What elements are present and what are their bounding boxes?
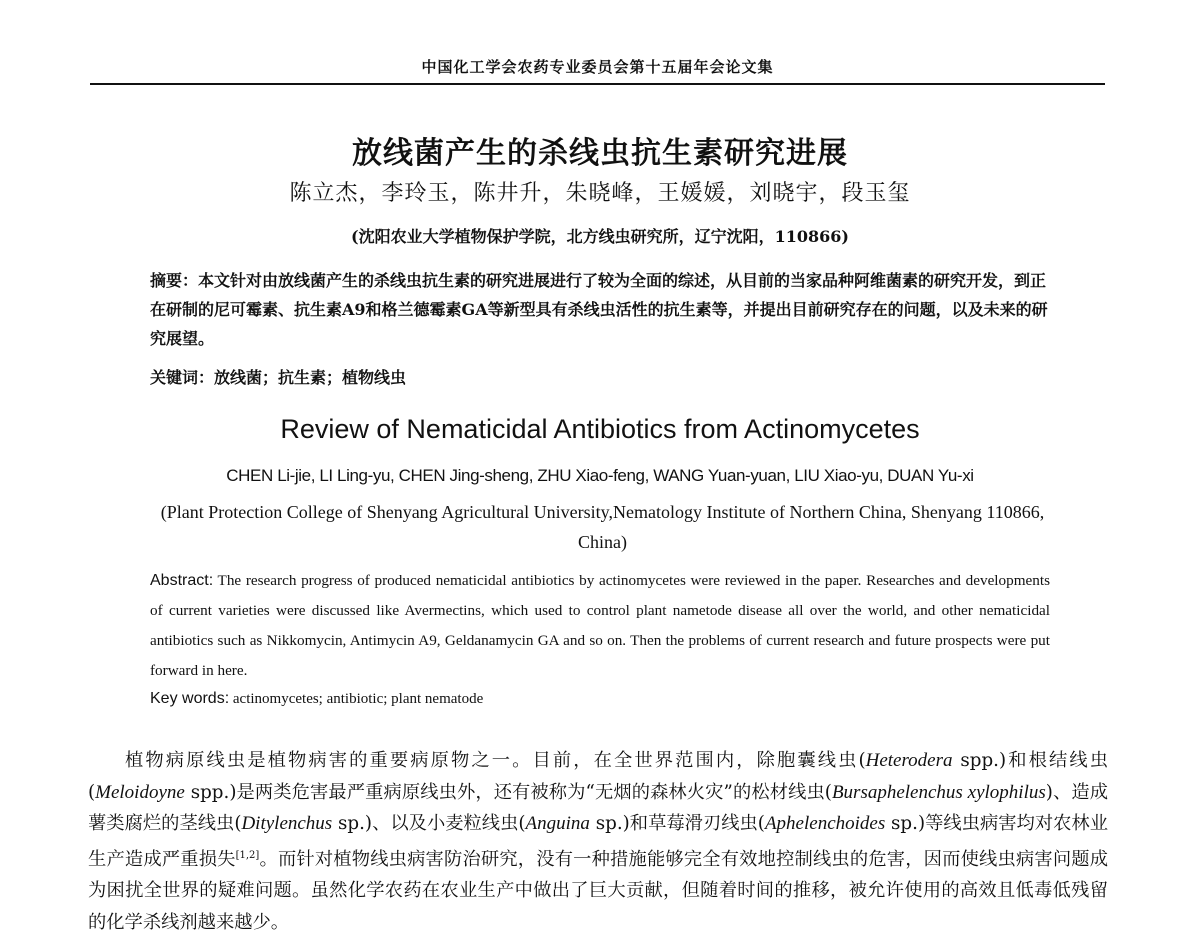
english-abstract	[150, 566, 1050, 686]
english-keywords-text: actinomycetes; antibiotic; plant nematode	[232, 691, 484, 707]
chinese-title: 放线菌产生的杀线虫抗生素研究进展	[352, 136, 848, 171]
body-text-segment: )、造成薯类腐烂的茎线虫(	[88, 781, 1109, 834]
taxon-name: Aphelenchoides	[764, 813, 886, 834]
body-text-segment: sp.)和草莓滑刃线虫(	[589, 813, 765, 834]
english-abstract-label: Abstract:	[150, 572, 214, 589]
english-keywords	[150, 690, 1050, 708]
english-title: Review of Nematicidal Antibiotics from Actinomycetes	[280, 414, 920, 444]
taxon-name: Meloidoyne	[95, 781, 185, 803]
chinese-abstract-text: 本文针对由放线菌产生的杀线虫抗生素的研究进展进行了较为全面的综述，从目前的当家品种阿维菌素的研究开发，到正在研制的尼可霉素、抗生素A9和格兰德霉素GA等新型具有杀线虫活性的抗生素等，并提出目前研究存在的问题，以及未来的研究展望。	[150, 271, 1048, 348]
citation-ref: [1,2]	[235, 849, 260, 861]
chinese-abstract-label: 摘要：	[150, 271, 199, 290]
chinese-authors: 陈立杰，李玲玉，陈井升，朱晓峰，王媛媛，刘晓宇，段玉玺	[289, 181, 911, 206]
english-keywords-label: Key words:	[150, 690, 230, 707]
taxon-name: Anguina	[525, 813, 590, 834]
chinese-affiliation: (沈阳农业大学植物保护学院，北方线虫研究所，辽宁沈阳，110866)	[351, 227, 849, 246]
body-text-segment: sp.)、以及小麦粒线虫(	[332, 813, 526, 834]
chinese-abstract	[150, 266, 1055, 353]
body-text-segment: 。而针对植物线虫病害防治研究，没有一种措施能够完全有效地控制线虫的危害，因而使线虫病害问题成为困扰全世界的疑难问题。虽然化学农药在农业生产中做出了巨大贡献，但随着时间的推移，被允许使用的高效且低毒低残留的化学杀线剂越来越少。	[88, 848, 1109, 933]
body-paragraph	[88, 745, 1108, 938]
running-header: 中国化工学会农药专业委员会第十五届年会论文集	[421, 58, 774, 76]
body-text-segment: sp.)等线虫病害均对农林业生产造成严重损失	[88, 813, 1108, 870]
taxon-name: Bursaphelenchus xylophilus	[831, 781, 1046, 803]
header-rule	[90, 83, 1105, 85]
body-text-segment: 植物病原线虫是植物病害的重要病原物之一。目前，在全世界范围内，除胞囊线虫(	[125, 750, 866, 771]
english-affiliation: (Plant Protection College of Shenyang Agricultural University,Nematology Institute of Northern China, Shenyang 110866, China)	[160, 502, 1045, 552]
chinese-keywords-label: 关键词：	[150, 368, 215, 387]
taxon-name: Heterodera	[865, 750, 953, 771]
chinese-keywords	[150, 365, 1055, 388]
chinese-keywords-text: 放线菌；抗生素；植物线虫	[214, 368, 407, 387]
body-text-segment: spp.)是两类危害最严重病原线虫外，还有被称为“无烟的森林火灾”的松材线虫(	[184, 781, 832, 803]
english-authors: CHEN Li-jie, LI Ling-yu, CHEN Jing-sheng, ZHU Xiao-feng, WANG Yuan-yuan, LIU Xiao-yu, DUAN Yu-xi	[226, 466, 974, 485]
english-abstract-text: The research progress of produced nematicidal antibiotics by actinomycetes were reviewed in the paper. Researches and developments of current varieties were discussed like Avermectins, which used to control plant nametode disease all over the world, and other nematicidal antibiotics such as Nikkomycin, Antimycin A9, Geldanamycin GA and so on. Then the problems of current research and future prospects were put forward in here.	[150, 572, 1050, 679]
taxon-name: Ditylenchus	[241, 813, 333, 834]
body-text-segment: spp.)和根结线虫(	[88, 750, 1108, 803]
